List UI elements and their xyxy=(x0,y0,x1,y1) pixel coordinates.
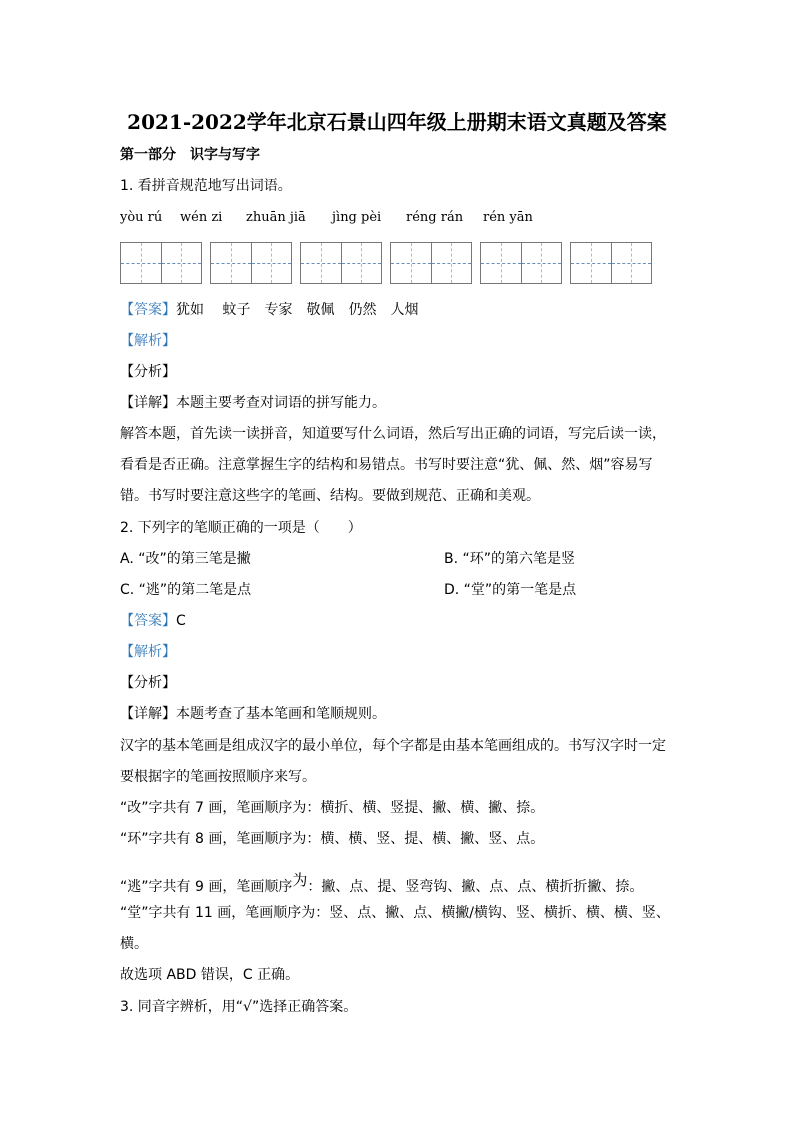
q1-detail xyxy=(120,394,386,412)
text: ：撇、点、提、竖弯钩、撇、点、点、横折折撇、捺。 xyxy=(307,879,644,895)
jiexi-tag: 【解析】 xyxy=(120,333,176,349)
section-heading: 第一部分 识字与写字 xyxy=(120,147,260,163)
text: 为 xyxy=(292,871,308,889)
paragraph: 解答本题，首先读一读拼音，知道要写什么词语，然后写出正确的词语，写完后读一读， xyxy=(120,426,666,442)
pinyin: jìng pèi xyxy=(332,210,382,225)
fenxi-tag: 【分析】 xyxy=(120,675,176,691)
jiexi-tag: 【解析】 xyxy=(120,644,176,660)
option-c: C. “逃”的第二笔是点 xyxy=(120,582,252,598)
option-b: B. “环”的第六笔是竖 xyxy=(444,551,576,567)
q1-stem: 1. 看拼音规范地写出词语。 xyxy=(120,178,292,194)
answer-tag: 【答案】 xyxy=(120,302,176,318)
paragraph: 要根据字的笔画按照顺序来写。 xyxy=(120,769,316,785)
detail-tag: 【详解】 xyxy=(120,706,176,722)
q3-stem: 3. 同音字辨析，用“√”选择正确答案。 xyxy=(120,999,358,1015)
pinyin: zhuān jiā xyxy=(246,210,306,225)
option-d: D. “堂”的第一笔是点 xyxy=(444,582,577,598)
page-title: 2021-2022学年北京石景山四年级上册期末语文真题及答案 xyxy=(127,110,667,134)
q2-stem: 2. 下列字的笔顺正确的一项是（ ） xyxy=(120,520,362,536)
pinyin: wén zi xyxy=(180,210,223,225)
q2-answer xyxy=(120,612,186,630)
detail-text: 本题考查了基本笔画和笔顺规则。 xyxy=(176,706,386,722)
option-a: A. “改”的第三笔是撇 xyxy=(120,551,251,567)
paragraph: 横。 xyxy=(120,936,148,952)
paragraph: 看看是否正确。注意掌握生字的结构和易错点。书写时要注意“犹、佩、然、烟”容易写 xyxy=(120,457,653,473)
pinyin: rén yān xyxy=(483,210,533,225)
paragraph: “改”字共有 7 画，笔画顺序为：横折、横、竖提、撇、横、撇、捺。 xyxy=(120,800,545,816)
fenxi-tag: 【分析】 xyxy=(120,364,176,380)
q1-answer xyxy=(120,301,418,319)
writing-grid xyxy=(570,242,652,284)
answer-tag: 【答案】 xyxy=(120,613,176,629)
writing-grid xyxy=(300,242,382,284)
writing-grid xyxy=(390,242,472,284)
paragraph: 汉字的基本笔画是组成汉字的最小单位，每个字都是由基本笔画组成的。书写汉字时一定 xyxy=(120,738,666,754)
paragraph: 故选项 ABD 错误，C 正确。 xyxy=(120,967,300,983)
text: “逃”字共有 9 画，笔画顺序 xyxy=(120,879,293,895)
paragraph: 错。书写时要注意这些字的笔画、结构。要做到规范、正确和美观。 xyxy=(120,488,540,504)
q2-detail xyxy=(120,705,386,723)
writing-grid xyxy=(210,242,292,284)
answer-text: 犹如 蚊子 专家 敬佩 仍然 人烟 xyxy=(176,302,419,318)
pinyin: réng rán xyxy=(406,210,464,225)
paragraph: “堂”字共有 11 画，笔画顺序为：竖、点、撇、点、横撇/横钩、竖、横折、横、横、竖、 xyxy=(120,905,670,921)
paragraph: “环”字共有 8 画，笔画顺序为：横、横、竖、提、横、撇、竖、点。 xyxy=(120,831,545,847)
paragraph xyxy=(120,871,643,896)
answer-text: C xyxy=(176,613,186,629)
pinyin: yòu rú xyxy=(120,210,163,225)
detail-text: 本题主要考查对词语的拼写能力。 xyxy=(176,395,386,411)
detail-tag: 【详解】 xyxy=(120,395,176,411)
writing-grid xyxy=(120,242,202,284)
writing-grid xyxy=(480,242,562,284)
